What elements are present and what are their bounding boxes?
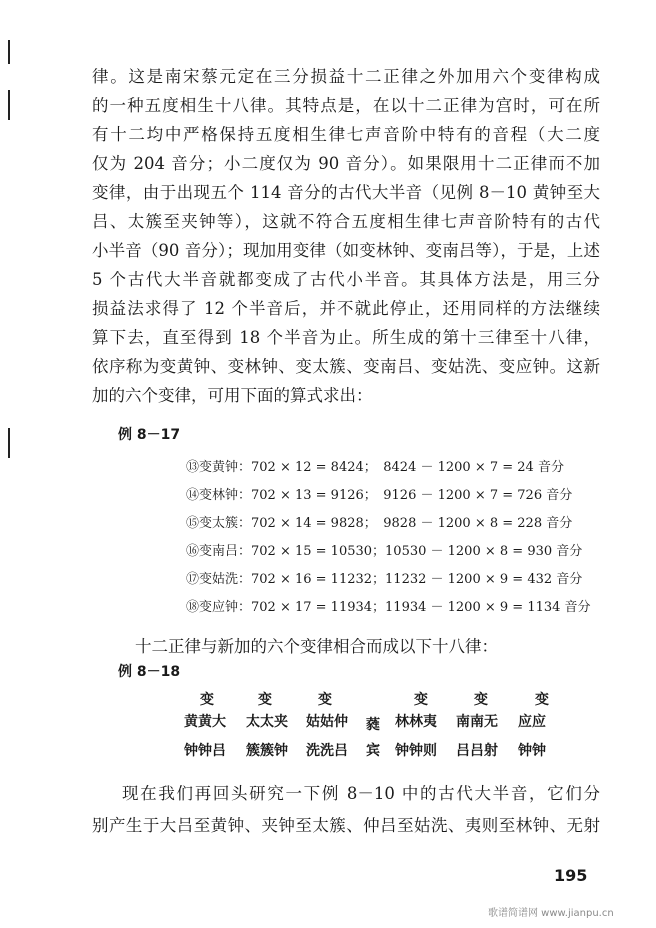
pitch-bottom-7: 钟钟 [518,743,546,759]
paragraph-line: 依序称为变黄钟、变林钟、变太簇、变南吕、变姑洗、变应钟。这新 [92,357,600,376]
paragraph-line: 变律，由于出现五个 114 音分的古代大半音（见例 8－10 黄钟至大 [92,183,600,202]
pitch-top-1: 黄黄大 [184,714,226,730]
pitch-bian-4: 变 [414,692,428,708]
formula-row: ⑭变林钟：702 × 13 = 9126； 9126 － 1200 × 7 = 726 音分 [186,488,573,503]
pitch-bian-2: 变 [258,692,272,708]
formula-row: ⑮变太簇：702 × 14 = 9828； 9828 － 1200 × 8 = 228 音分 [186,516,573,531]
paragraph-line: 有十二均中严格保持五度相生律七声音阶中特有的音程（大二度 [92,125,600,144]
pitch-top-6: 南南无 [456,714,498,730]
example-label-8-17: 例 8－17 [118,427,181,443]
paragraph-line: 损益法求得了 12 个半音后，并不就此停止，还用同样的方法继续 [92,299,600,318]
paragraph-line: 的一种五度相生十八律。其特点是，在以十二正律为宫时，可在所 [92,96,600,115]
pitch-bottom-6: 吕吕射 [456,743,498,759]
pitch-bottom-1: 钟钟吕 [184,743,226,759]
left-margin-mark-1 [8,40,10,64]
paragraph-line: 小半音（90 音分）；现加用变律（如变林钟、变南吕等），于是，上述 [92,241,600,260]
left-margin-mark-3 [8,428,10,458]
pitch-top-2: 太太夹 [246,714,288,730]
paragraph-line: 律。这是南宋蔡元定在三分损益十二正律之外加用六个变律构成 [92,67,600,86]
formula-row: ⑱变应钟：702 × 17 = 11934；11934 － 1200 × 9 = 1134 音分 [186,600,591,615]
formula-row: ⑰变姑洗：702 × 16 = 11232；11232 － 1200 × 9 = 432 音分 [186,572,583,587]
paragraph-line: 算下去，直至得到 18 个半音为止。所生成的第十三律至十八律， [92,328,600,347]
paragraph-line: 别产生于大吕至黄钟、夹钟至太簇、仲吕至姑洗、夷则至林钟、无射 [92,816,600,835]
paragraph-line: 仅为 204 音分；小二度仅为 90 音分）。如果限用十二正律而不加 [92,154,600,173]
pitch-bian-1: 变 [200,692,214,708]
pitch-top-5: 林林夷 [395,714,437,730]
watermark: 歌谱简谱网 www.jianpu.cn [488,908,614,919]
pitch-top-3: 姑姑仲 [306,714,348,730]
pitch-bian-6: 变 [535,692,549,708]
paragraph-2: 十二正律与新加的六个变律相合而成以下十八律： [135,637,498,656]
left-margin-mark-2 [8,90,10,120]
pitch-bian-5: 变 [474,692,488,708]
pitch-bottom-2: 簇簇钟 [246,743,288,759]
pitch-bian-3: 变 [318,692,332,708]
formula-row: ⑯变南吕：702 × 15 = 10530；10530 － 1200 × 8 = 930 音分 [186,544,583,559]
paragraph-line: 吕、太簇至夹钟等），这就不符合五度相生律七声音阶特有的古代 [92,212,600,231]
pitch-bottom-3: 洗洗吕 [306,743,348,759]
page-number: 195 [554,866,588,885]
paragraph-line: 现在我们再回头研究一下例 8－10 中的古代大半音，它们分 [122,784,600,803]
example-label-8-18: 例 8－18 [118,664,181,680]
pitch-bottom-5: 钟钟则 [395,743,437,759]
paragraph-line: 5 个古代大半音就都变成了古代小半音。其具体方法是，用三分 [92,270,600,289]
pitch-top-7: 应应 [518,714,546,730]
formula-row: ⑬变黄钟：702 × 12 = 8424； 8424 － 1200 × 7 = 24 音分 [186,460,564,475]
paragraph-line: 加的六个变律，可用下面的算式求出： [92,386,373,405]
pitch-bottom-4: 宾 [366,743,380,759]
pitch-top-4: 蕤 [366,717,380,733]
